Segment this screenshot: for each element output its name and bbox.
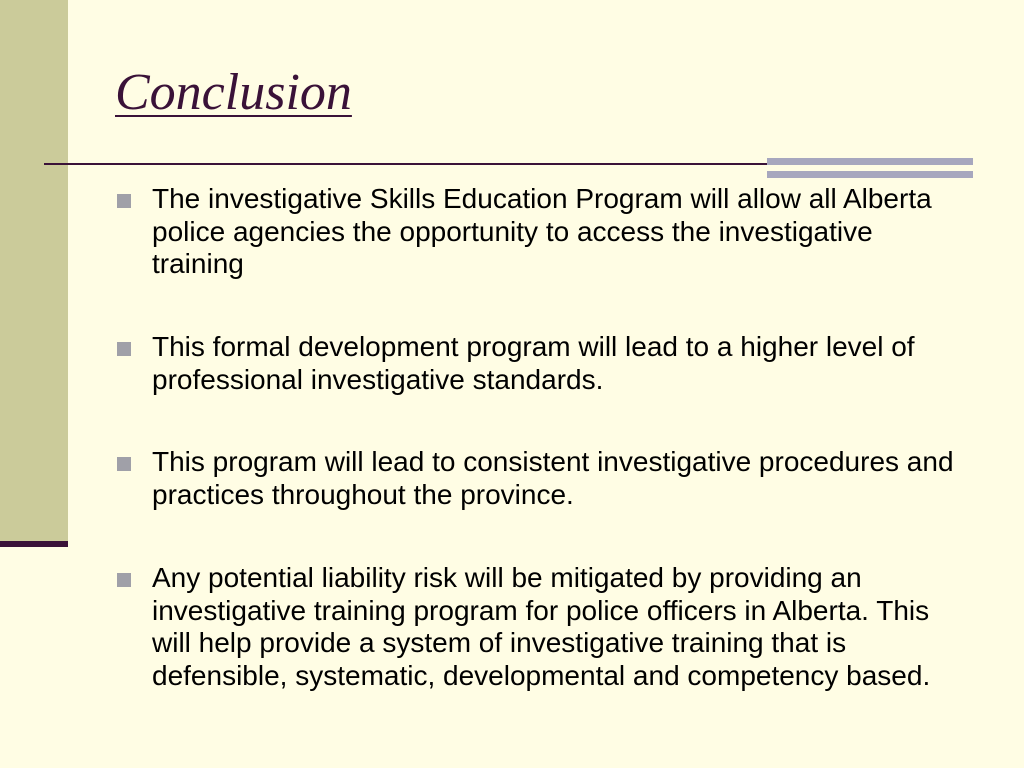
left-decorative-bar — [0, 0, 68, 541]
square-bullet-icon — [117, 457, 131, 471]
bullet-text: This formal development program will lead to a higher level of professional investigative standards. — [152, 331, 915, 395]
divider-accent-top — [767, 158, 973, 165]
bullet-text: The investigative Skills Education Program will allow all Alberta police agencies the opportunity to access the investigative training — [152, 183, 932, 279]
square-bullet-icon — [117, 573, 131, 587]
square-bullet-icon — [117, 194, 131, 208]
bullet-text: Any potential liability risk will be mitigated by providing an investigative training program for police officers in Alberta. This will help provide a system of investigative training that is defensible, systematic, developmental and competency based. — [152, 562, 931, 691]
left-bar-accent-line — [0, 541, 68, 547]
slide-title: Conclusion — [115, 64, 352, 121]
square-bullet-icon — [117, 342, 131, 356]
bullet-text: This program will lead to consistent investigative procedures and practices throughout the province. — [152, 446, 954, 510]
divider-accent-bottom — [767, 171, 973, 178]
